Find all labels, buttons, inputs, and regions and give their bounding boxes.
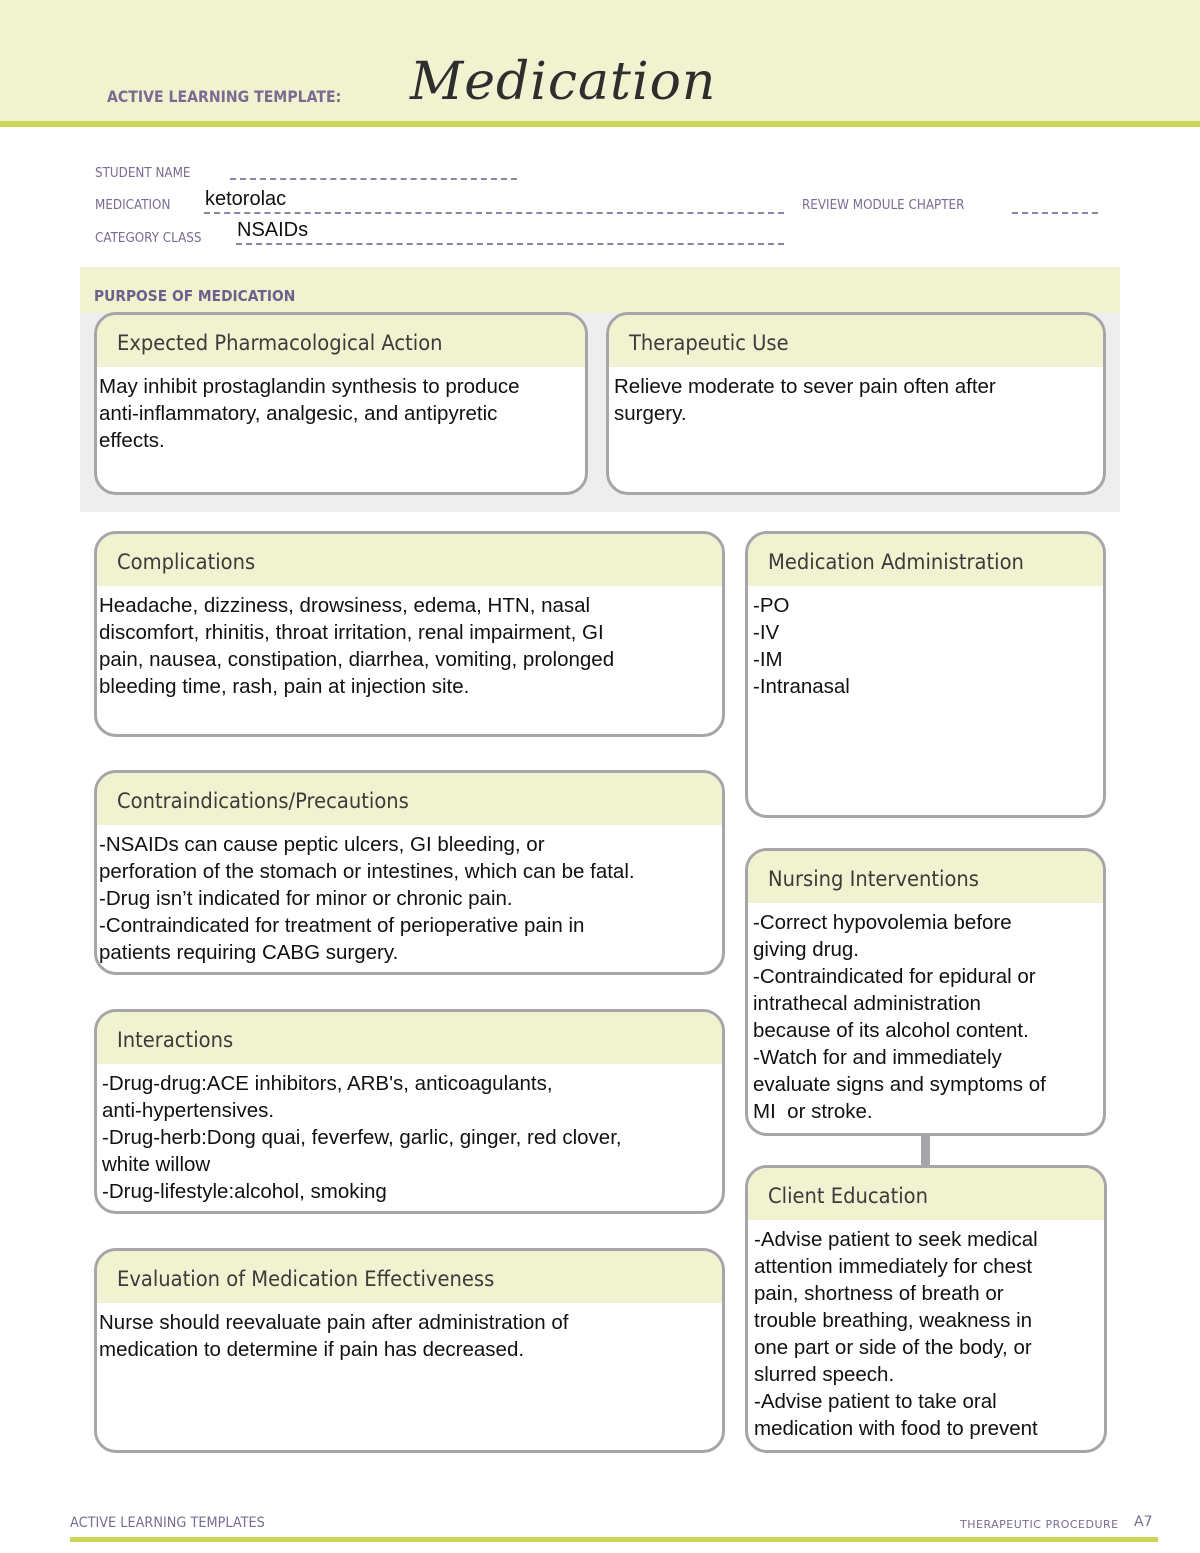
complications-card <box>94 531 725 737</box>
card-title: Expected Pharmacological Action <box>97 315 585 367</box>
student-name-field[interactable] <box>230 178 517 180</box>
nursing-interventions-text[interactable]: -Correct hypovolemia before giving drug. -Contraindicated for epidural or intrathecal administration because of its alcohol content. -Watch for and immediately evaluate signs and symptoms of MI or stroke. <box>753 911 1046 1123</box>
therapeutic-use-text[interactable]: Relieve moderate to sever pain often after surgery. <box>614 375 996 425</box>
page-title: Medication <box>410 52 717 112</box>
card-title: Nursing Interventions <box>748 851 1103 903</box>
card-title: Therapeutic Use <box>609 315 1103 367</box>
medication-field[interactable] <box>204 212 784 214</box>
category-class-label: CATEGORY CLASS <box>95 231 202 246</box>
template-label: ACTIVE LEARNING TEMPLATE: <box>107 87 342 106</box>
expected-action-card <box>94 312 588 495</box>
client-education-text[interactable]: -Advise patient to seek medical attention immediately for chest pain, shortness of breath or trouble breathing, weakness in one part or side of the body, or slurred speech. -Advise patient to take oral medication with food to prevent <box>754 1228 1038 1440</box>
review-module-chapter-label: REVIEW MODULE CHAPTER <box>802 198 965 213</box>
student-name-label: STUDENT NAME <box>95 166 191 181</box>
header-rule <box>0 121 1200 127</box>
review-module-chapter-field[interactable] <box>1012 212 1098 214</box>
evaluation-card <box>94 1248 725 1453</box>
purpose-title: PURPOSE OF MEDICATION <box>94 287 296 305</box>
medication-label: MEDICATION <box>95 198 171 213</box>
interactions-card <box>94 1009 725 1214</box>
medication-value: ketorolac <box>205 188 287 210</box>
expected-action-text[interactable]: May inhibit prostaglandin synthesis to produce anti-inflammatory, analgesic, and antipyretic effects. <box>99 375 520 452</box>
connector-line <box>921 1134 930 1168</box>
medication-administration-text[interactable]: -PO -IV -IM -Intranasal <box>753 594 850 698</box>
footer-page-number: A7 <box>1134 1514 1153 1530</box>
category-class-field[interactable] <box>236 243 784 245</box>
card-title: Client Education <box>748 1168 1104 1220</box>
therapeutic-use-card <box>606 312 1106 495</box>
footer-title: ACTIVE LEARNING TEMPLATES <box>70 1515 265 1531</box>
nursing-interventions-card <box>745 848 1106 1136</box>
medication-administration-card <box>745 531 1106 818</box>
card-title: Complications <box>97 534 722 586</box>
footer-section: THERAPEUTIC PROCEDURE <box>960 1518 1119 1531</box>
card-title: Medication Administration <box>748 534 1103 586</box>
contraindications-text[interactable]: -NSAIDs can cause peptic ulcers, GI bleeding, or perforation of the stomach or intestines, which can be fatal. -Drug isn’t indicated for minor or chronic pain. -Contraindicated for treatment of perioperative pain in patients requiring CABG surgery. <box>99 833 635 964</box>
category-class-value: NSAIDs <box>237 219 309 241</box>
card-title: Contraindications/Precautions <box>97 773 722 825</box>
evaluation-text[interactable]: Nurse should reevaluate pain after administration of medication to determine if pain has decreased. <box>99 1311 569 1361</box>
client-education-card <box>745 1165 1107 1453</box>
card-title: Interactions <box>97 1012 722 1064</box>
footer-rule <box>70 1537 1158 1542</box>
card-title: Evaluation of Medication Effectiveness <box>97 1251 722 1303</box>
interactions-text[interactable]: -Drug-drug:ACE inhibitors, ARB's, anticoagulants, anti-hypertensives. -Drug-herb:Dong quai, feverfew, garlic, ginger, red clover, white willow -Drug-lifestyle:alcohol, smoking <box>102 1072 622 1203</box>
complications-text[interactable]: Headache, dizziness, drowsiness, edema, HTN, nasal discomfort, rhinitis, throat irritation, renal impairment, GI pain, nausea, constipation, diarrhea, vomiting, prolonged bleeding time, rash, pain at injection site. <box>99 594 615 698</box>
contraindications-card <box>94 770 725 975</box>
